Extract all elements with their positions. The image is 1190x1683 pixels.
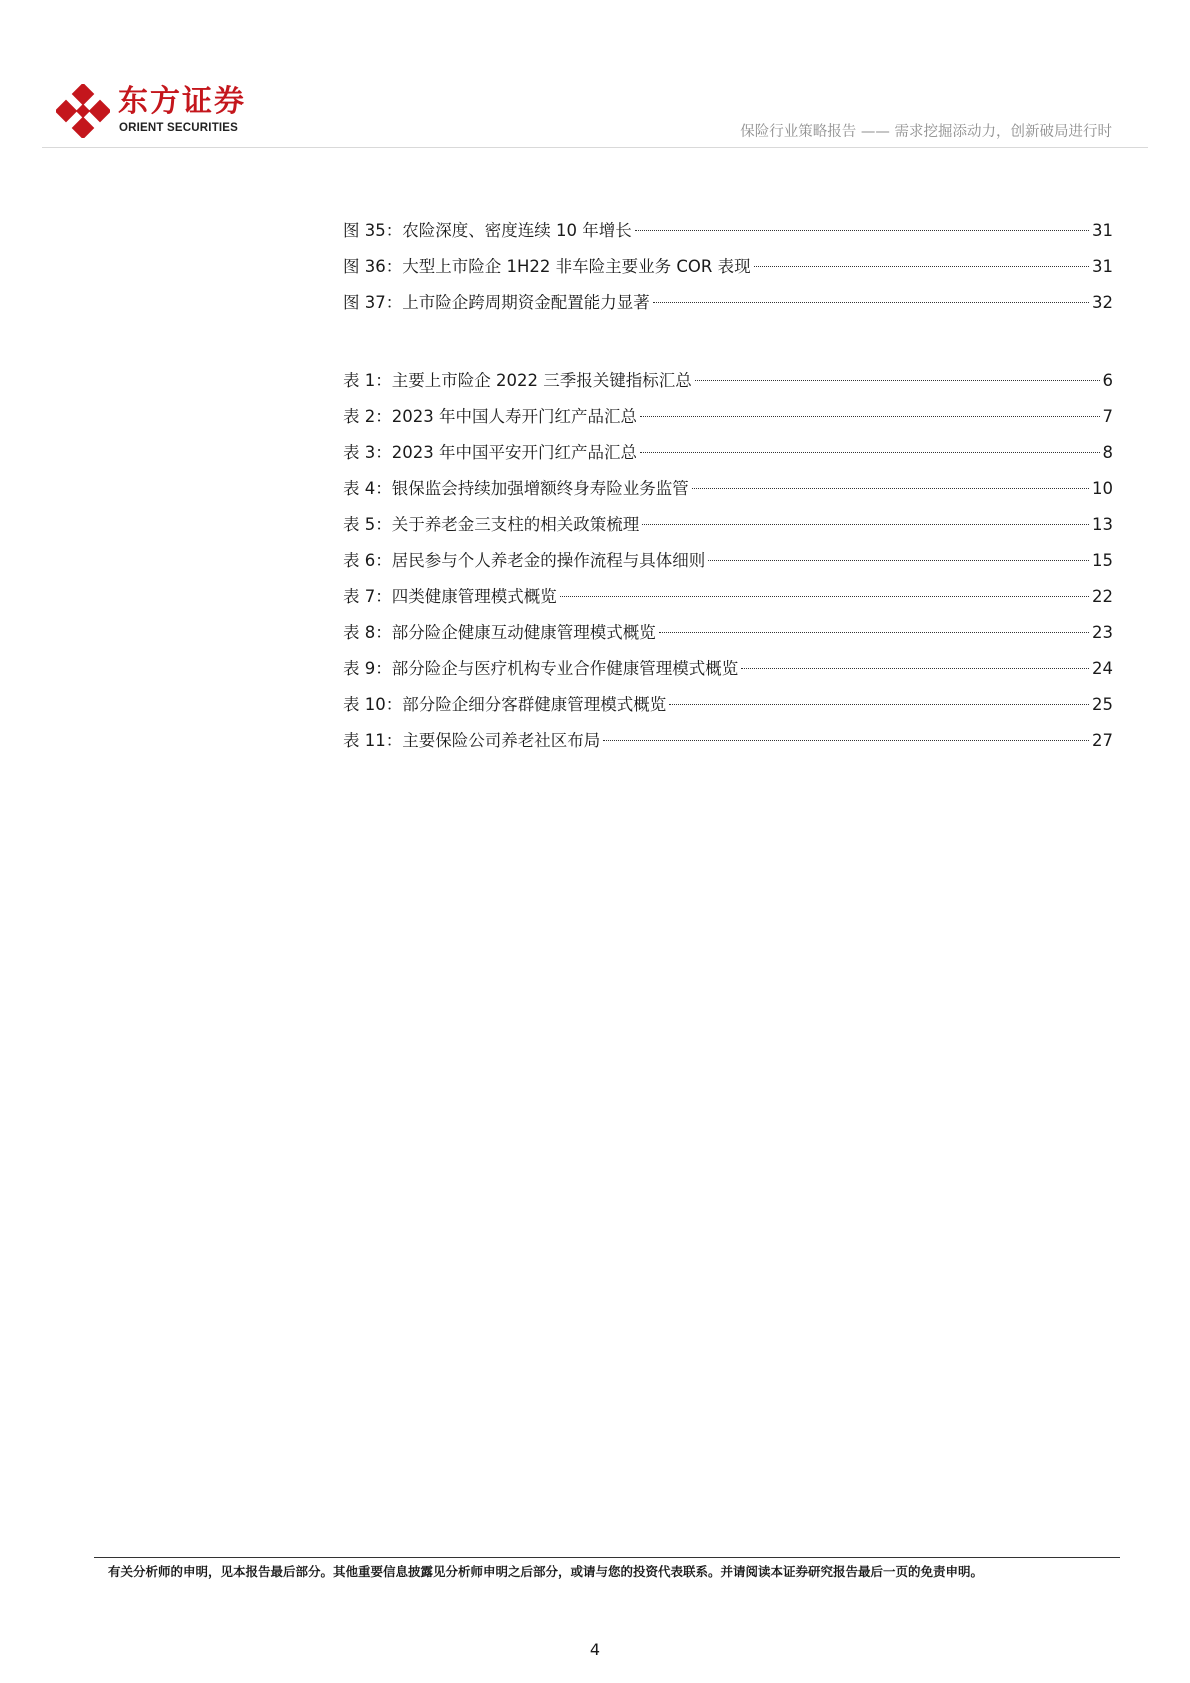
toc-entry-table-11[interactable] [343, 723, 1113, 759]
report-title: 保险行业策略报告 —— 需求挖掘添动力，创新破局进行时 [740, 124, 1112, 140]
toc-entry-label: 表 6：居民参与个人养老金的操作流程与具体细则 [343, 551, 706, 570]
toc-entry-label: 表 5：关于养老金三支柱的相关政策梳理 [343, 515, 640, 534]
dot-leader [642, 524, 1089, 525]
dot-leader [635, 230, 1089, 231]
dot-leader [659, 632, 1089, 633]
toc-entry-page: 24 [1092, 659, 1113, 678]
brand-name-chinese: 东方证券 [118, 84, 246, 119]
toc-entry-label: 表 11：主要保险公司养老社区布局 [343, 731, 601, 750]
toc-entry-label: 图 35：农险深度、密度连续 10 年增长 [343, 221, 632, 240]
toc-entry-page: 25 [1092, 695, 1113, 714]
toc-entry-page: 15 [1092, 551, 1113, 570]
toc-entry-table-5[interactable] [343, 507, 1113, 543]
orient-securities-logo-icon [56, 84, 110, 138]
toc-entry-table-6[interactable] [343, 543, 1113, 579]
dot-leader [669, 704, 1089, 705]
page-number: 4 [589, 1640, 601, 1659]
toc-entry-page: 23 [1092, 623, 1113, 642]
toc-entry-table-3[interactable] [343, 435, 1113, 471]
toc-entry-page: 31 [1092, 257, 1113, 276]
toc-entry-table-8[interactable] [343, 615, 1113, 651]
toc-entry-page: 6 [1102, 371, 1113, 390]
toc-entry-label: 表 8：部分险企健康互动健康管理模式概览 [343, 623, 656, 642]
toc-entry-label: 表 4：银保监会持续加强增额终身寿险业务监管 [343, 479, 689, 498]
toc-entry-table-4[interactable] [343, 471, 1113, 507]
toc-entry-page: 10 [1092, 479, 1113, 498]
toc-entry-label: 表 2：2023 年中国人寿开门红产品汇总 [343, 407, 637, 426]
dot-leader [640, 416, 1100, 417]
toc-entry-label: 表 10：部分险企细分客群健康管理模式概览 [343, 695, 667, 714]
toc-entry-label: 表 3：2023 年中国平安开门红产品汇总 [343, 443, 637, 462]
dot-leader [653, 302, 1089, 303]
footer-disclaimer: 有关分析师的申明，见本报告最后部分。其他重要信息披露见分析师申明之后部分，或请与您的投资代表联系。并请阅读本证券研究报告最后一页的免责申明。 [108, 1564, 984, 1579]
toc-entry-label: 图 37：上市险企跨周期资金配置能力显著 [343, 293, 650, 312]
toc-entry-page: 8 [1102, 443, 1113, 462]
toc-entry-table-2[interactable] [343, 399, 1113, 435]
toc-entry-page: 13 [1092, 515, 1113, 534]
toc-entry-page: 27 [1092, 731, 1113, 750]
footer-divider [94, 1557, 1120, 1558]
dot-leader [560, 596, 1089, 597]
toc-entry-page: 31 [1092, 221, 1113, 240]
toc-entry-table-1[interactable] [343, 363, 1113, 399]
toc-entry-page: 32 [1092, 293, 1113, 312]
toc-entry-page: 22 [1092, 587, 1113, 606]
table-list [343, 363, 1113, 759]
dot-leader [640, 452, 1100, 453]
toc-entry-table-7[interactable] [343, 579, 1113, 615]
toc-entry-figure-35[interactable] [343, 213, 1113, 249]
company-logo [56, 84, 256, 140]
toc-entry-label: 图 36：大型上市险企 1H22 非车险主要业务 COR 表现 [343, 257, 751, 276]
toc-entry-label: 表 1：主要上市险企 2022 三季报关键指标汇总 [343, 371, 692, 390]
toc-entry-table-9[interactable] [343, 651, 1113, 687]
toc-entry-label: 表 7：四类健康管理模式概览 [343, 587, 557, 606]
toc-entry-figure-37[interactable] [343, 285, 1113, 321]
toc-entry-figure-36[interactable] [343, 249, 1113, 285]
dot-leader [695, 380, 1100, 381]
dot-leader [741, 668, 1089, 669]
dot-leader [692, 488, 1089, 489]
dot-leader [603, 740, 1089, 741]
dot-leader [708, 560, 1089, 561]
header-divider [42, 147, 1148, 148]
toc-entry-label: 表 9：部分险企与医疗机构专业合作健康管理模式概览 [343, 659, 739, 678]
toc-entry-table-10[interactable] [343, 687, 1113, 723]
toc-entry-page: 7 [1102, 407, 1113, 426]
figure-list [343, 213, 1113, 321]
dot-leader [754, 266, 1089, 267]
brand-name-english: ORIENT SECURITIES [119, 122, 239, 134]
